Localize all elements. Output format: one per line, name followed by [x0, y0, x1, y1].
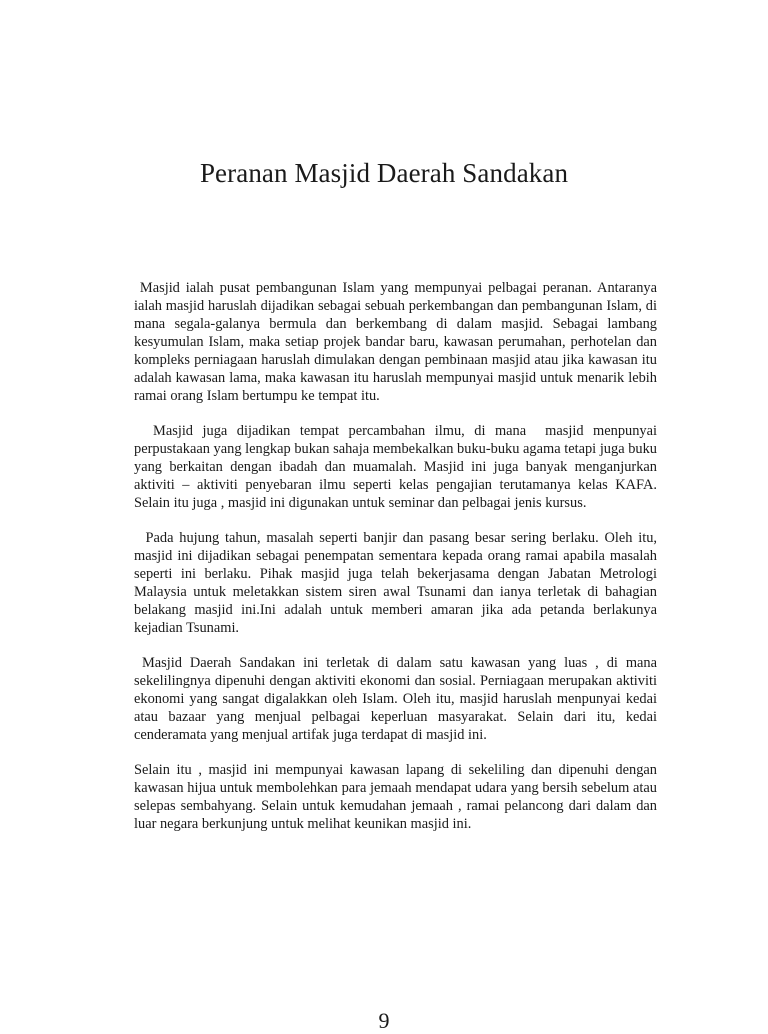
paragraph-intro: Masjid ialah pusat pembangunan Islam yang mempunyai pelbagai peranan. Antaranya ialah masjid haruslah dijadikan sebagai sebuah perkembangan dan pembangunan Islam, di mana segala-galanya bermula dan berkembang di dalam masjid. Sebagai lambang kesyumulan Islam, maka setiap projek bandar baru, kawasan perumahan, perhotelan dan kompleks perniagaan haruslah dimulakan dengan pembinaan masjid atau jika kawasan itu adalah kawasan lama, maka kawasan itu haruslah mempunyai masjid untuk menarik lebih ramai orang Islam bertumpu ke tempat itu. — [134, 280, 661, 404]
document-body — [134, 279, 661, 850]
paragraph-knowledge: Masjid juga dijadikan tempat percambahan ilmu, di mana masjid menpunyai perpustakaan yang lengkap bukan sahaja membekalkan buku-buku agama tetapi juga buku yang berkaitan dengan ibadah dan muamalah. Masjid ini juga banyak menganjurkan aktiviti – aktiviti penyebaran ilmu seperti kelas pengajian terutamanya kelas KAFA. Selain itu juga , masjid ini digunakan untuk seminar dan pelbagai jenis kursus. — [134, 423, 661, 511]
paragraph-economy: Masjid Daerah Sandakan ini terletak di dalam satu kawasan yang luas , di mana sekelilingnya dipenuhi dengan aktiviti ekonomi dan sosial. Perniagaan merupakan aktiviti ekonomi yang sangat digalakkan oleh Islam. Oleh itu, masjid haruslah menpunyai kedai atau bazaar yang menjual pelbagai keperluan masyarakat. Selain dari itu, kedai cenderamata yang menjual artifak juga terdapat di masjid ini. — [134, 655, 661, 743]
page-number: 9 — [378, 1008, 390, 1033]
paragraph-green-space: Selain itu , masjid ini mempunyai kawasan lapang di sekeliling dan dipenuhi dengan kawasan hijua untuk membolehkan para jemaah mendapat udara yang bersih sebelum atau selepas sembahyang. Selain untuk kemudahan jemaah , ramai pelancong dari dalam dan luar negara berkunjung untuk melihat keunikan masjid ini. — [134, 762, 661, 832]
paragraph-flood-shelter: Pada hujung tahun, masalah seperti banjir dan pasang besar sering berlaku. Oleh itu, masjid ini dijadikan sebagai penempatan sementara kepada orang ramai apabila masalah seperti ini berlaku. Pihak masjid juga telah bekerjasama dengan Jabatan Metrologi Malaysia untuk meletakkan sistem siren awal Tsunami dan ianya terletak di bahagian belakang masjid ini.Ini adalah untuk memberi amaran jika ada petanda berlakunya kejadian Tsunami. — [134, 530, 661, 636]
page-title: Peranan Masjid Daerah Sandakan — [199, 158, 569, 188]
